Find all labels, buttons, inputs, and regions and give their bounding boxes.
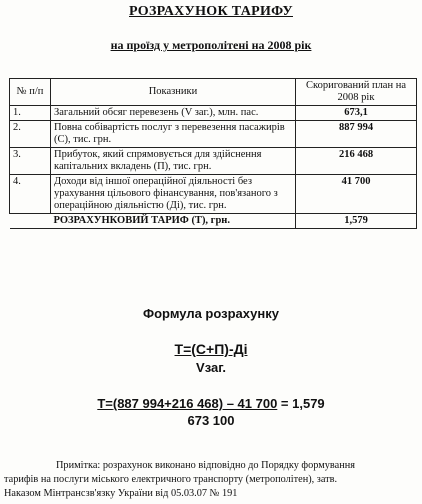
- table-header-row: [10, 79, 417, 106]
- footnote-line-2: тарифів на послуги міського електричного транспорту (метрополітен), затв.: [4, 474, 338, 485]
- row-num: 3.: [10, 148, 51, 175]
- general-formula-numerator-text: (С+П)-Ді: [191, 341, 248, 357]
- general-formula-prefix: Т=: [174, 341, 192, 357]
- header-num: № п/п: [10, 79, 51, 106]
- footnote-line-3: Наказом Мінтрансзв'язку України від 05.03.07 № 191: [4, 488, 238, 499]
- row-indicator: Прибуток, який спрямовується для здійснення капітальних вкладень (П), тис. грн.: [51, 148, 296, 175]
- formula-title: Формула розрахунку: [143, 306, 279, 321]
- table-row: [10, 148, 417, 175]
- footnote: [4, 459, 418, 501]
- calculation-formula-denominator: 673 100: [187, 413, 235, 428]
- header-plan: Скоригований план на 2008 рік: [296, 79, 417, 106]
- calc-formula-result: = 1,579: [277, 396, 325, 411]
- tariff-table: [9, 78, 417, 229]
- total-label: РОЗРАХУНКОВИЙ ТАРИФ (Т), грн.: [51, 214, 296, 229]
- total-num-cell: [10, 214, 51, 229]
- row-value: 216 468: [296, 148, 417, 175]
- general-formula-numerator: [0, 341, 422, 357]
- document-subtitle: на проїзд у метрополітені на 2008 рік: [110, 38, 312, 52]
- table-total-row: [10, 214, 417, 229]
- table-row: [10, 175, 417, 214]
- row-num: 1.: [10, 106, 51, 121]
- row-value: 887 994: [296, 121, 417, 148]
- calc-formula-prefix: Т=: [97, 396, 113, 411]
- row-value: 41 700: [296, 175, 417, 214]
- row-indicator: Загальний обсяг перевезень (V заг.), млн. пас.: [51, 106, 296, 121]
- calc-formula-numerator: (887 994+216 468) – 41 700: [112, 396, 278, 411]
- row-num: 4.: [10, 175, 51, 214]
- row-indicator: Повна собівартість послуг з перевезення пасажирів (С), тис. грн.: [51, 121, 296, 148]
- calculation-formula-line: [0, 396, 422, 411]
- document-title: РОЗРАХУНОК ТАРИФУ: [129, 4, 293, 19]
- table-row: [10, 106, 417, 121]
- total-value: 1,579: [296, 214, 417, 229]
- table-row: [10, 121, 417, 148]
- row-indicator: Доходи від іншої операційної діяльності без урахування цільового фінансування, пов'язаного з операційною діяльністю (Ді), тис. грн.: [51, 175, 296, 214]
- row-num: 2.: [10, 121, 51, 148]
- header-indicator: Показники: [51, 79, 296, 106]
- row-value: 673,1: [296, 106, 417, 121]
- footnote-line-1: Примітка: розрахунок виконано відповідно до Порядку формування: [56, 460, 355, 471]
- general-formula-denominator: Vзаг.: [196, 360, 226, 375]
